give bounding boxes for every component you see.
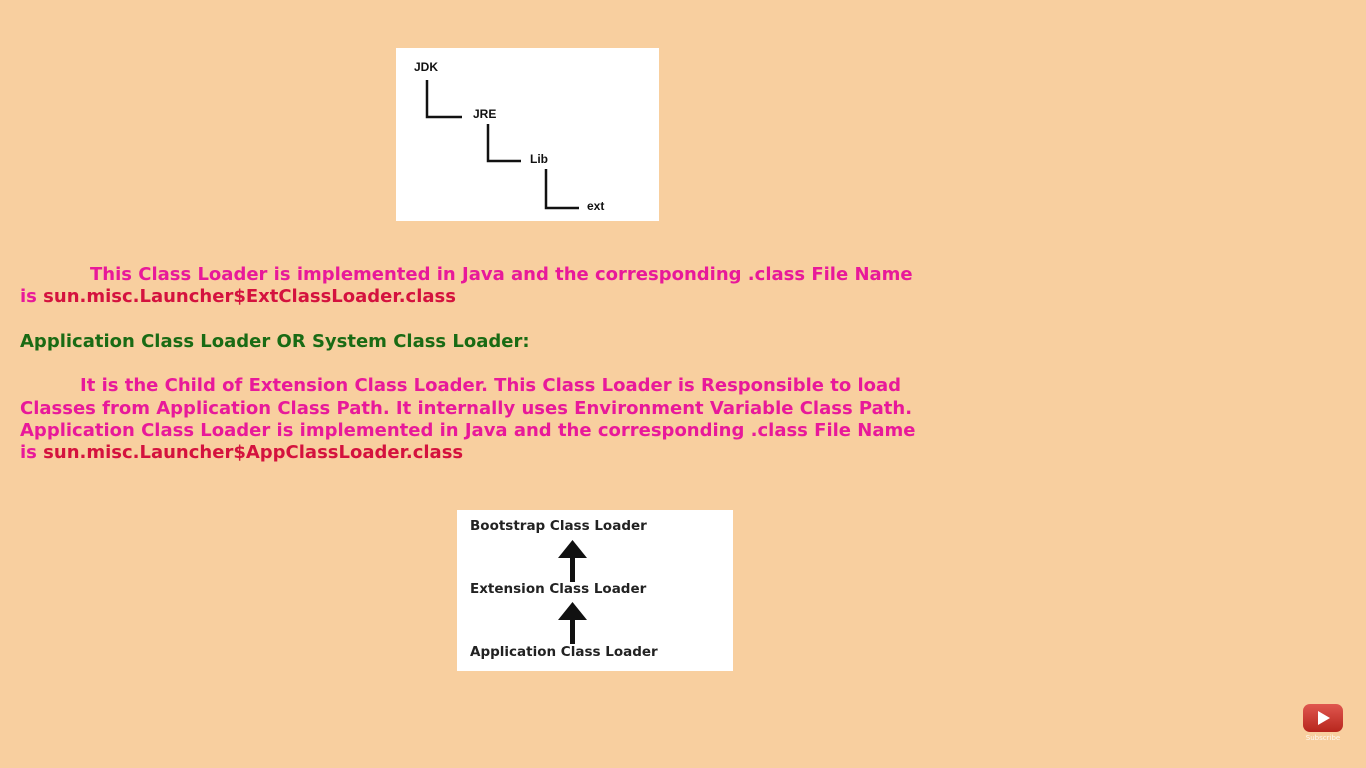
connector-jre-lib: [488, 124, 521, 161]
hierarchy-extension: Extension Class Loader: [470, 581, 647, 597]
ext-class-file-name: sun.misc.Launcher$ExtClassLoader.class: [43, 286, 456, 307]
tree-node-ext: ext: [587, 199, 605, 213]
application-description-line1: It is the Child of Extension Class Loader. This Class Loader is Responsible to load: [80, 375, 902, 396]
extension-description-line1: This Class Loader is implemented in Java and the corresponding .class File Name: [90, 264, 913, 285]
application-description-line2: Classes from Application Class Path. It internally uses Environment Variable Class Path.: [20, 398, 913, 419]
directory-tree-figure: [396, 48, 659, 221]
hierarchy-bootstrap: Bootstrap Class Loader: [470, 518, 647, 534]
application-heading: Application Class Loader OR System Class Loader:: [20, 331, 530, 352]
tree-node-lib: Lib: [530, 152, 548, 166]
tree-node-jre: JRE: [473, 107, 497, 121]
tree-node-jdk: JDK: [414, 60, 439, 74]
extension-description-line2: is sun.misc.Launcher$ExtClassLoader.class: [20, 286, 456, 307]
subscribe-label: Subscribe: [1305, 734, 1341, 742]
application-description-line3: Application Class Loader is implemented in Java and the corresponding .class File Name: [20, 420, 916, 441]
connector-lib-ext: [546, 169, 579, 208]
arrow-up-icon: [558, 540, 587, 582]
class-loader-hierarchy-figure: [457, 510, 733, 671]
application-description-line4: is sun.misc.Launcher$AppClassLoader.class: [20, 442, 464, 463]
app-class-file-name: sun.misc.Launcher$AppClassLoader.class: [43, 442, 464, 463]
play-icon: [1303, 704, 1343, 732]
hierarchy-application: Application Class Loader: [470, 644, 658, 660]
arrow-up-icon: [558, 602, 587, 644]
subscribe-button[interactable]: [1303, 704, 1343, 744]
connector-jdk-jre: [427, 80, 462, 117]
